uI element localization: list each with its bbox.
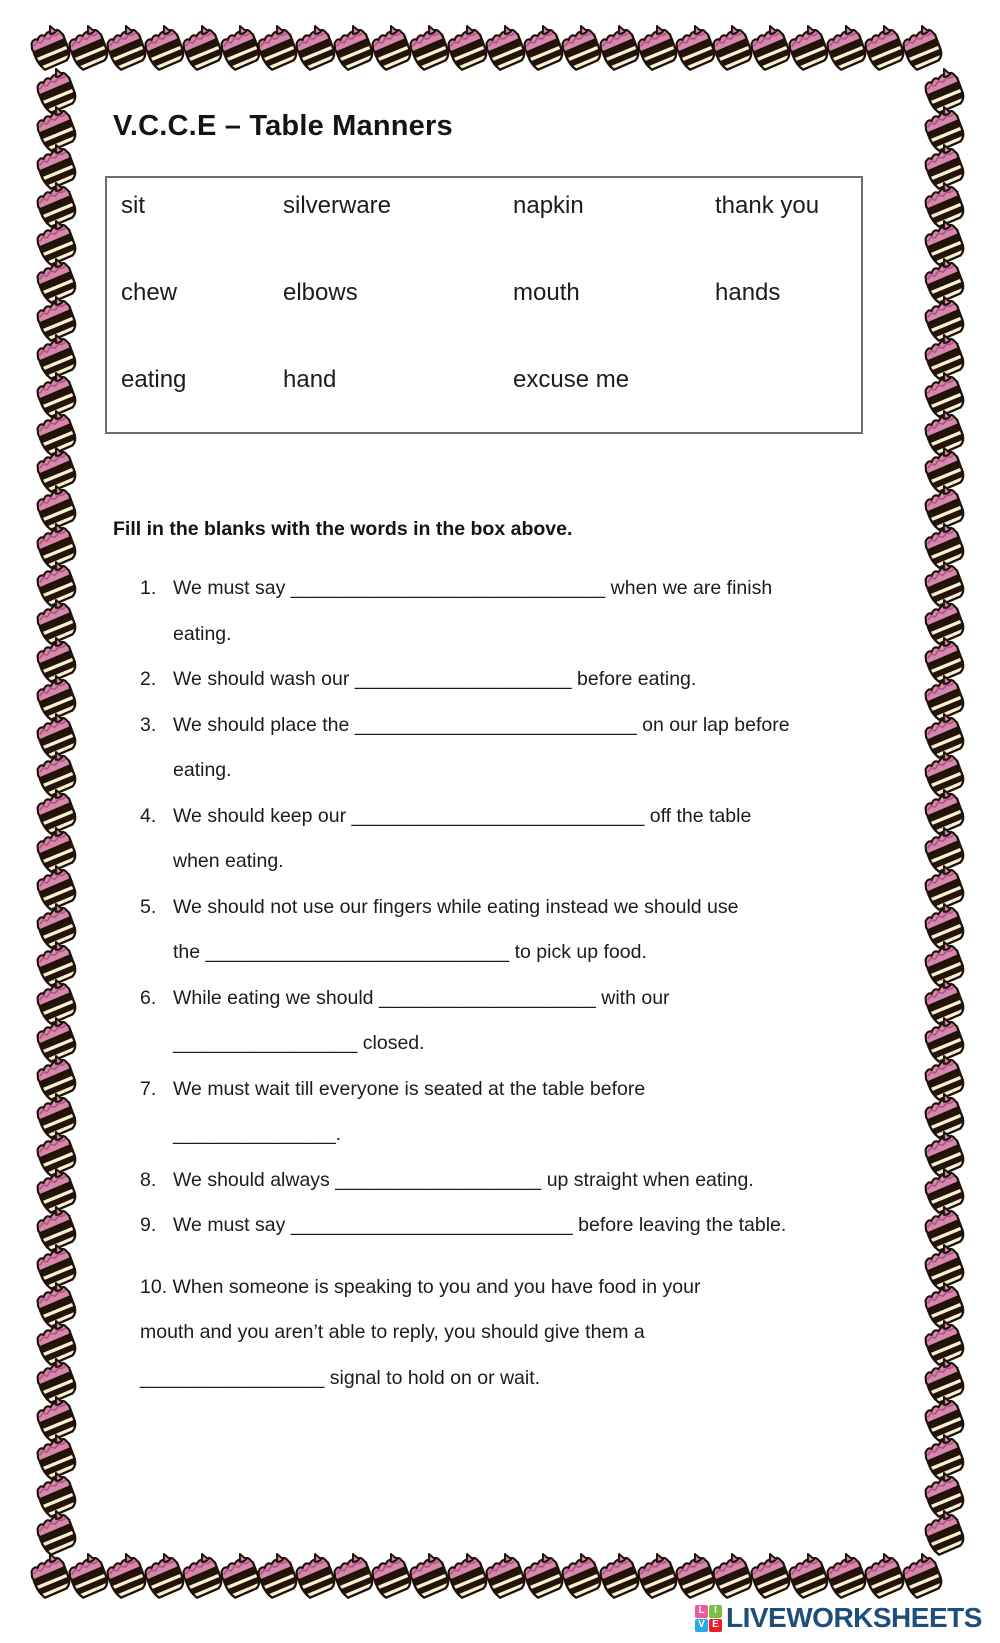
question-item	[140, 1067, 860, 1158]
question-number: 7.	[140, 1077, 157, 1100]
logo-letter-tile: L	[695, 1605, 708, 1618]
question-line: We should wash our ____________________ before eating.	[173, 668, 697, 690]
cake-slice-icon	[920, 1510, 966, 1556]
question-item	[140, 976, 860, 1067]
cake-slice-icon	[32, 1510, 78, 1556]
question-item	[140, 657, 860, 703]
question-number: 4.	[140, 804, 157, 827]
question-line: eating.	[173, 759, 232, 781]
question-number: 6.	[140, 986, 157, 1009]
question-number: 9.	[140, 1214, 157, 1236]
question-item	[140, 1203, 860, 1249]
word-bank-word: sit	[121, 192, 145, 219]
word-bank-word	[715, 366, 873, 453]
question-number: 2.	[140, 668, 157, 690]
question-line: While eating we should ____________________ with our	[173, 986, 670, 1009]
liveworksheets-wordmark: LIVEWORKSHEETS	[726, 1602, 982, 1633]
question-item	[140, 885, 860, 976]
question-item	[140, 566, 860, 657]
question-line: when eating.	[173, 850, 284, 872]
question-line: We must wait till everyone is seated at the table before	[173, 1077, 646, 1100]
question-line: We must say _____________________________ when we are finish	[173, 577, 773, 599]
question-line: We should always ___________________ up straight when eating.	[173, 1168, 754, 1191]
logo-letter-tile: E	[709, 1619, 722, 1632]
question-item	[140, 794, 860, 885]
word-bank-word: chew	[121, 279, 178, 306]
word-bank-grid	[107, 178, 861, 453]
word-bank-word: mouth	[513, 279, 580, 306]
question-number: 8.	[140, 1168, 157, 1191]
question-line: _________________ signal to hold on or wait.	[140, 1366, 541, 1389]
logo-letter-tile: V	[695, 1619, 708, 1632]
question-number: 5.	[140, 895, 157, 918]
question-list	[140, 566, 860, 1401]
instruction-text: Fill in the blanks with the words in the box above.	[113, 518, 573, 540]
word-bank-box	[105, 176, 863, 434]
word-bank-word: hand	[283, 366, 337, 393]
question-line: _________________ closed.	[173, 1032, 425, 1054]
liveworksheets-logo-icon	[695, 1605, 722, 1632]
page-title: V.C.C.E – Table Manners	[113, 110, 453, 142]
question-item	[140, 1265, 860, 1402]
question-line: We should keep our ___________________________ off the table	[173, 804, 752, 827]
question-line: We should place the __________________________ on our lap before	[173, 713, 790, 736]
cake-slice-icon	[898, 1553, 944, 1599]
word-bank-word: silverware	[283, 192, 392, 219]
question-line: eating.	[173, 622, 232, 645]
word-bank-word: eating	[121, 366, 187, 393]
word-bank-word: excuse me	[513, 366, 630, 393]
word-bank-word: hands	[715, 279, 781, 306]
question-line: 10. When someone is speaking to you and you have food in your	[140, 1275, 701, 1298]
question-line: _______________.	[173, 1123, 342, 1145]
cake-slice-icon	[898, 25, 944, 71]
question-line: We must say __________________________ before leaving the table.	[173, 1214, 787, 1236]
liveworksheets-logo[interactable]	[695, 1602, 982, 1634]
question-line: mouth and you aren’t able to reply, you should give them a	[140, 1321, 645, 1343]
word-bank-word: elbows	[283, 279, 358, 306]
question-line: the ____________________________ to pick up food.	[173, 941, 647, 963]
question-item	[140, 1158, 860, 1204]
word-bank-word: thank you	[715, 192, 820, 219]
question-number: 1.	[140, 577, 157, 599]
word-bank-word: napkin	[513, 192, 584, 219]
question-number: 3.	[140, 713, 157, 736]
question-line: We should not use our fingers while eating instead we should use	[173, 895, 739, 918]
logo-letter-tile: I	[709, 1605, 722, 1618]
question-item	[140, 703, 860, 794]
